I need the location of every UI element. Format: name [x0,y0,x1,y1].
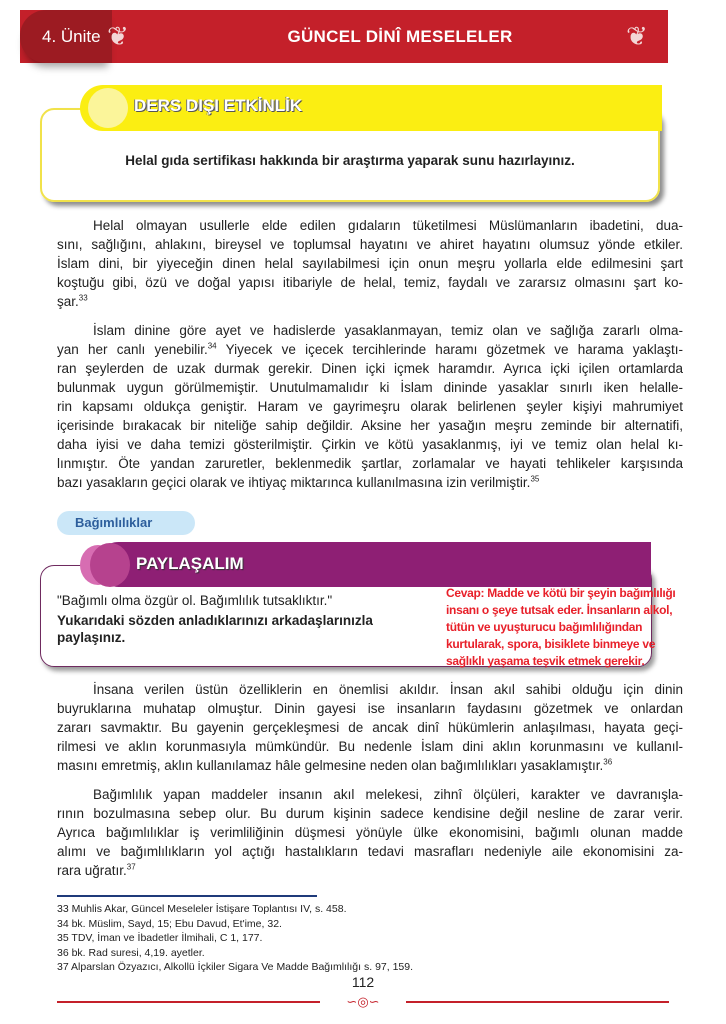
page-number: 112 [351,974,375,990]
swirl-ornament-icon: ∽◎∽ [320,995,406,1009]
paragraph-1 [57,216,683,311]
answer-line: insanı o şeye tutsak eder. İnsanların alkol, [446,603,673,617]
text-line: Ayrıca bağımlılıklar iş verimliliğinin düşmesi yönüyle ülke ekonomisini, bağımlı olunan madde [57,825,683,840]
text-line: alımı ve bağımlılıkların yol açtığı hastalıkların tedavi masrafları nedeniyle aile ekonomisini za- [57,844,683,859]
footnote-ref: 36 [603,757,613,767]
text-line: İnsana verilen üstün özelliklerin en önemlisi akıldır. İnsan akıl sahibi olduğu için dinin [93,682,683,697]
text-line [57,473,683,492]
text-line: buyruklarına muhatap olmuştur. Dinin gayesi ise insanların faydasını gözetmek ve onlardan [57,701,683,716]
text-line: bulunmak uygun görülmemiştir. Unutulmamalıdır ki İslam dininde yasaklar sınırlı iken helalle- [57,380,683,395]
text-line: İslam dini, bir yiyeceğin dinen helal sayılabilmesi için onun meşru yollarla elde edilmesini şart [57,256,683,271]
text-line: ran şeylerden de uzak durmak gerekir. Dinen içki içmek haramdır. Ayrıca içki içilen ortamlarda [57,361,683,376]
chapter-title: GÜNCEL DİNÎ MESELELER [287,27,513,46]
footnote: 33 Muhlis Akar, Güncel Meseleler İstişare Toplantısı IV, s. 458. [57,903,347,915]
footnote: 35 TDV, İman ve İbadetler İlmihali, C 1, 177. [57,932,263,945]
text-line: lınmıştır. Öte yandan zaruretler, beklenmedik şartlar, zorlamalar ve hayati tehlikeler karşısında [57,456,683,471]
ornament-icon: ❦ [626,21,648,51]
share-title: PAYLAŞALIM [136,554,244,573]
text-line: Bağımlılık yapan maddeler insanın akıl melekesi, zihnî ölçüleri, karakter ve davranışla- [93,787,683,802]
text-line: Helal olmayan usullerle elde edilen gıdaların tüketilmesi Müslümanların ibadetini, dua- [93,218,683,233]
answer-line: Cevap: Madde ve kötü bir şeyin bağımlılığı [446,586,676,600]
share-quote: "Bağımlı olma özgür ol. Bağımlılık tutsaklıktır." [57,593,333,608]
text-line: rin kapsamı oldukça geniştir. Haram ve gayrimeşru olarak belirlenen şeyler kişiyi mahrumiyet [57,399,683,414]
text: Yiyecek ve içecek tercihlerinde haramı gözetmek ve harama yaklaştı- [216,342,684,357]
text: şar. [57,294,79,309]
activity-title: DERS DIŞI ETKİNLİK [134,96,303,115]
answer-line: sağlıklı yaşama teşvik etmek gerekir. [446,654,645,668]
text: masını emretmiş, aklın kullanılamaz hâle gelmesine neden olan bağımlılıkları yasaklamıştır. [57,758,604,773]
footnote: 37 Alparslan Özyazıcı, Alkollü İçkiler Sigara Ve Madde Bağımlılığı s. 97, 159. [57,961,414,974]
text-line: rilmesi ve aklın korunmasıyla mümkündür. Bu nedenle İslam dini aklın korunmasını ve kullanıl- [57,739,683,754]
share-prompt: Yukarıdaki sözden anladıklarınızı arkadaşlarınızla paylaşınız. [57,613,373,645]
ornament-icon: ❦ [107,21,129,51]
footnote-ref: 37 [126,862,136,872]
handwritten-answer [446,585,724,670]
text-line [57,340,683,359]
answer-line: tütün ve uyuşturucu bağımlılığından [446,620,643,634]
text-line: zararı savmaktır. Bu gayenin gerçekleşmesi de ancak dinî hükümlerin anlaşılması, hayata geçi- [57,720,683,735]
activity-text: Helal gıda sertifikası hakkında bir araştırma yaparak sunu hazırlayınız. [125,153,575,168]
text: yan her canlı yenebilir. [57,342,208,357]
footnote: 36 bk. Rad suresi, 4,19. ayetler. [57,946,205,959]
paragraph-3 [57,680,683,775]
text-line: içerisinde bırakacak bir niteliğe sahip değildir. Aksine her yasağın meşru zeminde bir alternatifi, [57,418,683,433]
text-line [57,292,683,311]
text-line: İslam dinine göre ayet ve hadislerde yasaklanmayan, temiz olan ve sağlığa zararlı olma- [93,323,683,338]
footnote-ref: 33 [78,293,88,303]
footnote-ref: 35 [530,474,540,484]
share-circle-decoration [90,543,130,587]
unit-label: 4. Ünite [42,27,101,46]
text-line: koştuğu gibi, özü ve doğal yapısı itibariyle de helal, temiz, faydalı ve zararsız olmasını şart ko- [57,275,683,290]
footnote: 34 bk. Müslim, Sayd, 15; Ebu Davud, Et'ime, 32. [57,917,282,930]
section-heading: Bağımlılıklar [57,511,195,535]
paragraph-2 [57,321,683,492]
text-line: daha iyisi ve daha temizi gösterilmiştir. Çirkin ve kötü yasaklanmış, iyi ve temiz olan helal kı- [57,437,683,452]
text: rara uğratır. [57,863,127,878]
activity-circle-decoration [88,88,128,128]
footnote-divider [57,895,317,897]
answer-line: kurtularak, spora, bisiklete binmeye ve [446,637,656,651]
text-line: sını, sağlığını, ahlakını, bireysel ve toplumsal hayatını ve ahiret hayatını olumsuz yönde etkiler. [57,237,683,252]
text-line: rının bozulmasına sebep olur. Bu durum kişinin sadece kendisine değil nesline de zarar verir. [57,806,683,821]
footnote-ref: 34 [207,341,217,351]
paragraph-4 [57,785,683,880]
text: bazı yasakların geçici olarak ve ihtiyaç miktarınca kullanılmasına izin verilmiştir. [57,475,531,490]
text-line [57,861,683,880]
text-line [57,756,683,775]
footnotes [57,902,413,975]
